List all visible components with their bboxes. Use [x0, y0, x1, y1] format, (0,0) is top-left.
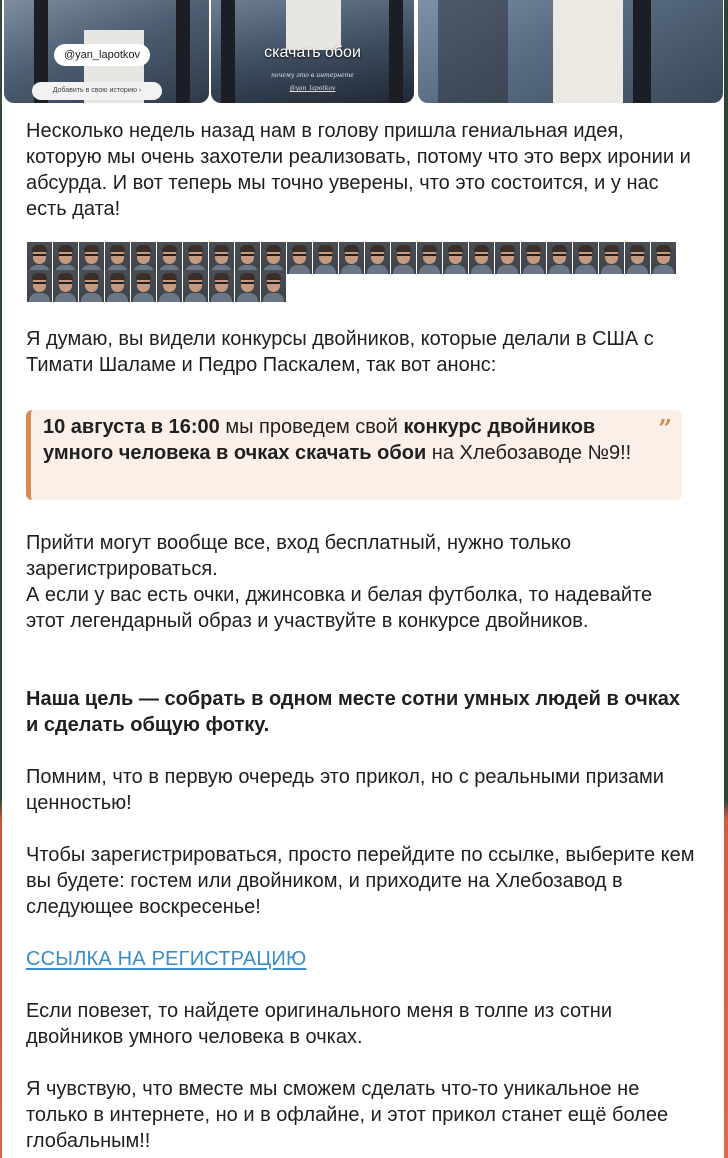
photo-subcaption: почему это в интернете: [271, 72, 354, 79]
custom-emoji-face-icon: [131, 270, 156, 302]
custom-emoji-face-icon: [27, 270, 52, 302]
custom-emoji-face-icon: [339, 242, 364, 274]
username-tag[interactable]: @yan_lapotkov: [54, 44, 150, 66]
photo-shadow: [438, 0, 508, 103]
custom-emoji-face-icon: [417, 242, 442, 274]
tshirt: [553, 0, 623, 103]
story-photo-2[interactable]: [211, 0, 414, 103]
message-paragraph-intro: Несколько недель назад нам в голову пришла гениальная идея, которую мы очень захотели реализовать, потому что это верх иронии и абсурда. И вот теперь мы точно уверены, что это состоится, и у нас есть дата!: [26, 120, 691, 220]
custom-emoji-face-icon: [391, 242, 416, 274]
story-photo-3[interactable]: [418, 0, 723, 103]
custom-emoji-face-icon: [651, 242, 676, 274]
custom-emoji-face-icon: [599, 242, 624, 274]
message-paragraph-goal: Наша цель — собрать в одном месте сотни умных людей в очках и сделать общую фотку.: [26, 688, 680, 736]
message-bubble: [2, 0, 724, 1158]
message-paragraph-register: Чтобы зарегистрироваться, просто перейдите по ссылке, выберите кем вы будете: гостем или двойником, и приходите на Хлебозавод в следующее воскресенье!: [26, 844, 695, 918]
message-paragraph-everyone: Прийти могут вообще все, вход бесплатный, нужно только зарегистрироваться.: [26, 532, 572, 580]
custom-emoji-row: [27, 270, 287, 302]
custom-emoji-face-icon: [183, 270, 208, 302]
blockquote-text: [43, 414, 643, 466]
quote-text-tail: на Хлебозаводе №9!!: [426, 442, 632, 464]
photo-signature: @yan_lapotkov: [289, 85, 336, 92]
custom-emoji-face-icon: [469, 242, 494, 274]
event-date: 10 августа в 16:00: [43, 416, 220, 438]
add-to-story-button[interactable]: Добавить в свою историю ›: [32, 82, 162, 100]
message-paragraph-lucky: Если повезет, то найдете оригинального меня в толпе из сотни двойников умного человека в очках.: [26, 1000, 613, 1048]
backpack-strap: [176, 0, 190, 103]
custom-emoji-face-icon: [547, 242, 572, 274]
custom-emoji-face-icon: [157, 270, 182, 302]
chat-background-right: [724, 0, 728, 1158]
custom-emoji-face-icon: [105, 270, 130, 302]
custom-emoji-face-icon: [235, 270, 260, 302]
custom-emoji-face-icon: [573, 242, 598, 274]
message-paragraph-contest: Я думаю, вы видели конкурсы двойников, которые делали в США с Тимати Шаламе и Педро Паскалем, так вот анонс:: [26, 328, 654, 376]
custom-emoji-face-icon: [53, 270, 78, 302]
story-photo-1[interactable]: [4, 0, 209, 103]
custom-emoji-face-icon: [625, 242, 650, 274]
custom-emoji-face-icon: [443, 242, 468, 274]
quote-text-mid: мы проведем свой: [219, 416, 404, 438]
blockquote: [26, 410, 682, 500]
message-paragraph-feel: Я чувствую, что вместе мы сможем сделать что-то уникальное не только в интернете, но и в офлайне, и этот прикол станет ещё более глобальным!!: [26, 1078, 669, 1152]
custom-emoji-face-icon: [287, 242, 312, 274]
custom-emoji-face-icon: [521, 242, 546, 274]
custom-emoji-face-icon: [313, 242, 338, 274]
custom-emoji-face-icon: [261, 270, 286, 302]
quote-icon: ”: [658, 414, 672, 443]
tshirt: [286, 0, 341, 50]
photo-caption: скачать обои: [264, 44, 361, 61]
backpack-strap: [633, 0, 651, 103]
custom-emoji-face-icon: [79, 270, 104, 302]
message-paragraph-joke: Помним, что в первую очередь это прикол, но с реальными призами ценностью!: [26, 766, 664, 814]
custom-emoji-face-icon: [209, 270, 234, 302]
event-name: конкурс двойников умного человека в очках скачать обои: [43, 416, 596, 464]
custom-emoji-face-icon: [365, 242, 390, 274]
custom-emoji-face-icon: [495, 242, 520, 274]
registration-link[interactable]: ССЫЛКА НА РЕГИСТРАЦИЮ: [26, 948, 307, 970]
message-paragraph-outfit: А если у вас есть очки, джинсовка и белая футболка, то надевайте этот легендарный образ и участвуйте в конкурсе двойников.: [26, 584, 653, 632]
